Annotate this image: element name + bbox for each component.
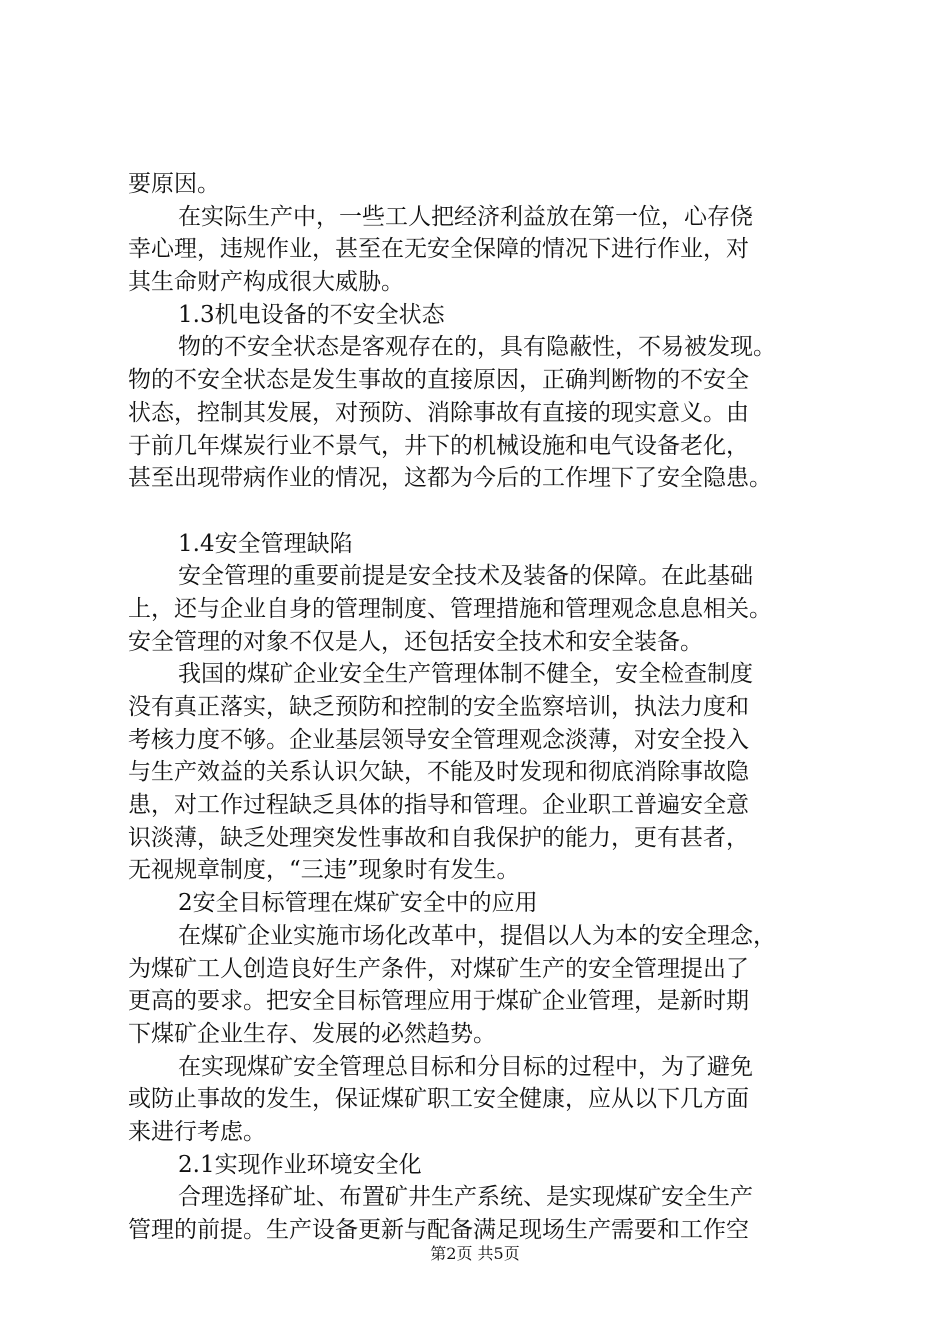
paragraph-gap [128, 495, 836, 528]
text-line: 或防止事故的发生，保证煤矿职工安全健康，应从以下几方面 [128, 1086, 749, 1113]
text-line: 状态，控制其发展，对预防、消除事故有直接的现实意义。由 [128, 399, 749, 426]
text-line: 没有真正落实，缺乏预防和控制的安全监察培训，执法力度和 [128, 694, 749, 720]
text-line: 1.4安全管理缺陷 [178, 530, 353, 557]
document-body [128, 168, 836, 1247]
page-footer: 第2页 共5页 [430, 1244, 520, 1263]
text-line: 来进行考虑。 [128, 1118, 266, 1145]
text-line: 其生命财产构成很大威胁。 [128, 269, 404, 296]
text-line: 甚至出现带病作业的情况，这都为今后的工作埋下了安全隐患。 [128, 465, 772, 492]
text-line: 我国的煤矿企业安全生产管理体制不健全，安全检查制度 [178, 661, 753, 688]
text-line: 幸心理，违规作业，甚至在无安全保障的情况下进行作业，对 [128, 236, 749, 263]
text-line: 上，还与企业自身的管理制度、管理措施和管理观念息息相关。 [128, 595, 772, 622]
text-line: 管理的前提。生产设备更新与配备满足现场生产需要和工作空 [128, 1217, 749, 1243]
text-line: 为煤矿工人创造良好生产条件，对煤矿生产的安全管理提出了 [128, 955, 749, 982]
text-line: 在实际生产中，一些工人把经济利益放在第一位，心存侥 [178, 203, 753, 230]
text-line: 2.1实现作业环境安全化 [178, 1151, 422, 1178]
text-line: 1.3机电设备的不安全状态 [178, 301, 445, 328]
text-line: 2安全目标管理在煤矿安全中的应用 [178, 890, 538, 917]
text-line: 于前几年煤炭行业不景气，井下的机械设施和电气设备老化， [128, 432, 749, 459]
text-line: 与生产效益的关系认识欠缺，不能及时发现和彻底消除事故隐 [128, 759, 749, 786]
text-line: 物的不安全状态是发生事故的直接原因，正确判断物的不安全 [128, 367, 749, 394]
text-line: 合理选择矿址、布置矿井生产系统、是实现煤矿安全生产 [178, 1184, 753, 1211]
text-line: 更高的要求。把安全目标管理应用于煤矿企业管理，是新时期 [128, 988, 749, 1015]
text-line: 考核力度不够。企业基层领导安全管理观念淡薄，对安全投入 [128, 726, 749, 753]
text-line: 下煤矿企业生存、发展的必然趋势。 [128, 1020, 496, 1047]
text-line: 识淡薄，缺乏处理突发性事故和自我保护的能力，更有甚者， [128, 824, 749, 851]
text-line: 安全管理的重要前提是安全技术及装备的保障。在此基础 [178, 563, 753, 590]
text-line: 在煤矿企业实施市场化改革中，提倡以人为本的安全理念， [178, 922, 776, 949]
text-line: 无视规章制度，“三违”现象时有发生。 [128, 857, 520, 884]
text-line: 物的不安全状态是客观存在的，具有隐蔽性，不易被发现。 [178, 334, 776, 361]
text-line: 安全管理的对象不仅是人，还包括安全技术和安全装备。 [128, 628, 703, 655]
text-line: 在实现煤矿安全管理总目标和分目标的过程中，为了避免 [178, 1053, 753, 1080]
text-line: 要原因。 [128, 171, 220, 197]
text-line: 患，对工作过程缺乏具体的指导和管理。企业职工普遍安全意 [128, 792, 749, 819]
